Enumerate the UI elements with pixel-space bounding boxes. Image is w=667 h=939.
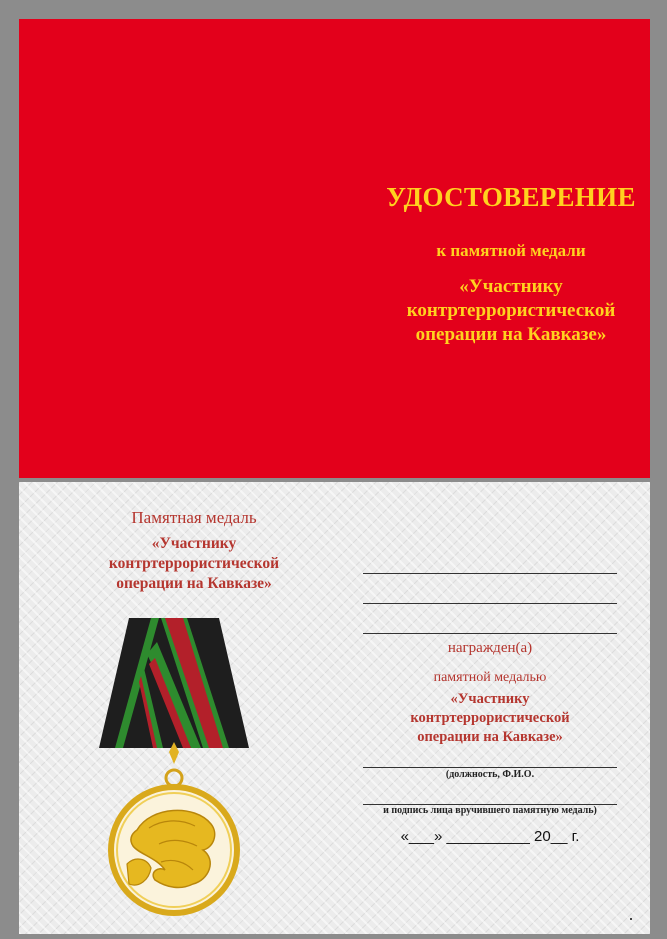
medal-caption: Памятная медаль: [131, 508, 257, 527]
cover-medal-name-line: «Участнику: [459, 276, 563, 297]
award-medal-name-line: «Участнику: [450, 691, 530, 707]
medal-name-line: «Участнику: [151, 535, 237, 552]
award-medal-label: памятной медалью: [433, 670, 547, 685]
cover-title: УДОСТОВЕРЕНИЕ: [386, 182, 636, 212]
award-medal-name-line: контртеррористической: [410, 710, 570, 726]
medal-name: [69, 534, 319, 594]
medal-name-line: операции на Кавказе»: [116, 575, 272, 592]
certificate-cover: [19, 19, 650, 478]
medal-name-line: контртеррористической: [108, 555, 280, 572]
certificate-inside: [19, 482, 650, 934]
cover-medal-name-line: операции на Кавказе»: [415, 324, 607, 345]
position-caption: (должность, Ф.И.О.: [445, 769, 535, 780]
medal-badge: [111, 742, 237, 913]
cover-subtitle: к памятной медали: [436, 241, 586, 260]
recipient-line: [363, 633, 617, 634]
position-name-line: [363, 767, 617, 768]
signature-caption: и подпись лица вручившего памятную медаль): [383, 805, 597, 816]
awarded-label: награжден(а): [447, 640, 533, 656]
cover-medal-name-line: контртеррористической: [406, 300, 616, 321]
cover-medal-name: [371, 275, 651, 347]
date-line: «___» __________ 20__ г.: [400, 828, 580, 845]
recipient-line: [363, 603, 617, 604]
award-medal-name-line: операции на Кавказе»: [417, 729, 563, 745]
medal-ribbon: [99, 618, 249, 748]
corner-dot: [630, 918, 632, 920]
medal-image: [99, 618, 249, 924]
medal-description: [69, 508, 319, 594]
award-medal-name: [363, 690, 617, 747]
recipient-line: [363, 573, 617, 574]
